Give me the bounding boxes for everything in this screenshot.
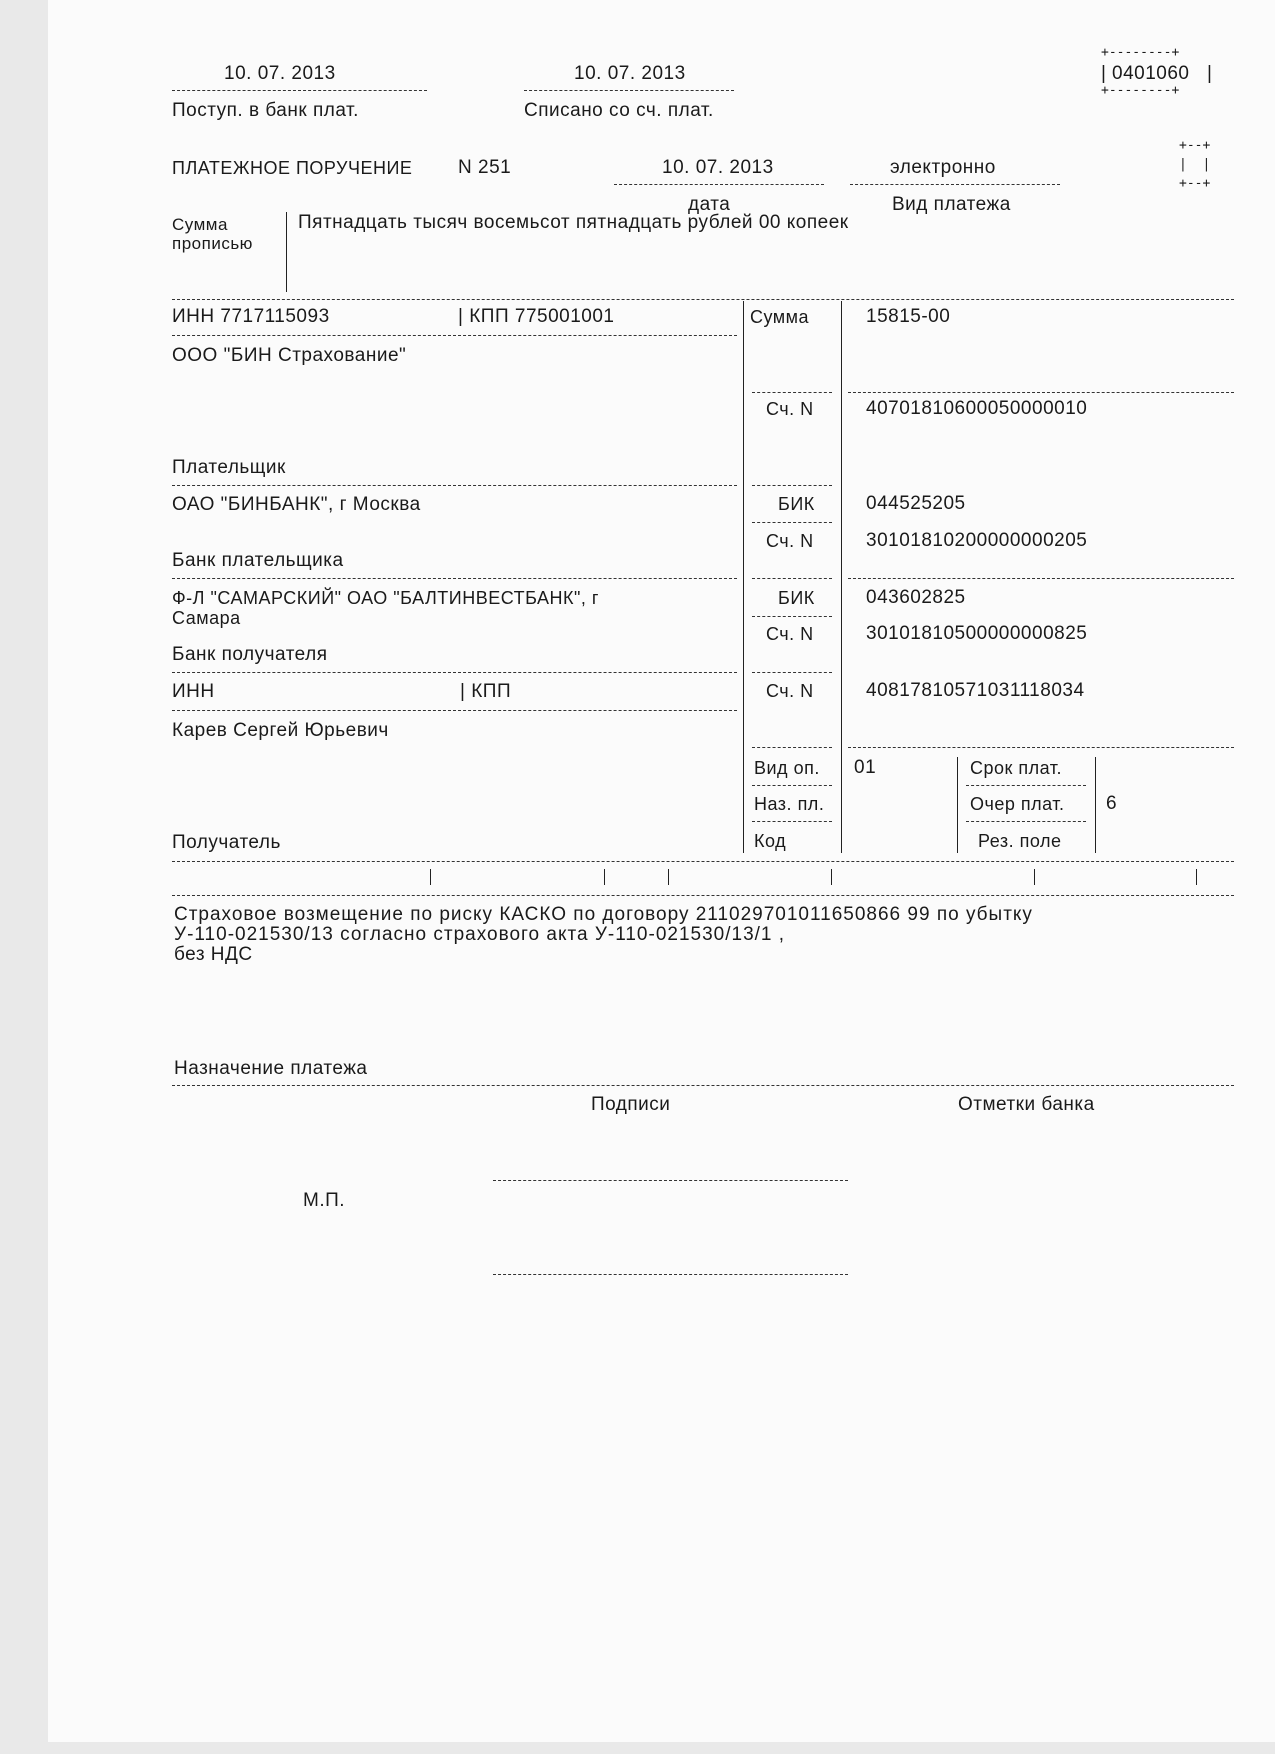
payment-order-sheet xyxy=(48,0,1275,1742)
order-date: 10. 07. 2013 xyxy=(662,157,774,178)
status-box-mid: | | xyxy=(1179,157,1211,172)
term-line xyxy=(966,785,1086,786)
status-box-top: +--+ xyxy=(1179,138,1211,153)
payer-bank-account-line xyxy=(752,522,832,523)
priority-label: Очер плат. xyxy=(970,794,1065,814)
payer-name: ООО "БИН Страхование" xyxy=(172,345,407,366)
recipient-kpp: | КПП xyxy=(460,681,512,702)
op-type-value: 01 xyxy=(854,757,877,778)
purpose-line-3: без НДС xyxy=(174,944,253,965)
signature-line-2 xyxy=(493,1274,848,1275)
payer-bank-bik: 044525205 xyxy=(866,493,966,514)
tax-row-bottom-line xyxy=(172,895,1234,896)
priority-value: 6 xyxy=(1106,793,1118,814)
op-type-label: Вид оп. xyxy=(754,758,820,778)
tax-field-sep-1 xyxy=(430,869,431,885)
order-date-label: дата xyxy=(688,194,731,215)
sum-label: Сумма xyxy=(750,307,810,327)
recipient-bank-account-label: Сч. N xyxy=(766,624,814,644)
column-divider-main xyxy=(743,301,744,853)
payer-bank-bik-label: БИК xyxy=(778,494,815,514)
payment-type: электронно xyxy=(890,157,996,178)
form-code-bar-right: | xyxy=(1207,63,1213,84)
form-code-bar-left: | xyxy=(1101,63,1107,84)
payer-bank-account-label: Сч. N xyxy=(766,531,814,551)
payer-bank-name: ОАО "БИНБАНК", г Москва xyxy=(172,494,421,515)
sum-value: 15815-00 xyxy=(866,306,951,327)
recipient-bank-account: 30101810500000000825 xyxy=(866,623,1088,644)
payer-account-label: Сч. N xyxy=(766,399,814,419)
signatures-label: Подписи xyxy=(591,1094,671,1115)
recipient-account-label: Сч. N xyxy=(766,681,814,701)
recipient-bank-divider xyxy=(172,672,737,673)
received-date: 10. 07. 2013 xyxy=(224,63,336,84)
payer-account-value-line xyxy=(848,392,1234,393)
amount-words-divider xyxy=(286,212,287,292)
status-box-bottom: +--+ xyxy=(1179,176,1211,191)
tax-field-sep-5 xyxy=(1034,869,1035,885)
payment-type-line xyxy=(850,184,1060,185)
tax-field-sep-4 xyxy=(831,869,832,885)
debited-date-line xyxy=(524,90,734,91)
codes-divider-left xyxy=(957,757,958,853)
payer-account: 40701810600050000010 xyxy=(866,398,1088,419)
purpose-type-line xyxy=(752,821,832,822)
purpose-label: Назначение платежа xyxy=(174,1058,368,1079)
order-number: N 251 xyxy=(458,157,512,178)
priority-line xyxy=(966,821,1086,822)
payer-account-label-line xyxy=(752,392,832,393)
received-date-line xyxy=(172,90,427,91)
order-date-line xyxy=(614,184,824,185)
form-code-frame-bottom: +--------+ xyxy=(1101,83,1180,98)
bank-marks-label: Отметки банка xyxy=(958,1094,1095,1115)
codes-divider-right xyxy=(1095,757,1096,853)
payment-type-label: Вид платежа xyxy=(892,194,1011,215)
payer-bank-divider xyxy=(172,578,737,579)
code-label: Код xyxy=(754,831,787,851)
payer-inn: ИНН 7717115093 xyxy=(172,306,330,327)
recipient-bank-bik-line xyxy=(752,578,832,579)
tax-field-sep-3 xyxy=(668,869,669,885)
payer-kpp: | КПП 775001001 xyxy=(458,306,615,327)
section-divider-amount xyxy=(172,299,1234,300)
tax-field-sep-2 xyxy=(604,869,605,885)
payer-inn-line xyxy=(172,335,737,336)
recipient-account: 40817810571031118034 xyxy=(866,680,1085,701)
column-divider-values xyxy=(841,301,842,853)
amount-words-value: Пятнадцать тысяч восемьсот пятнадцать рублей 00 копеек xyxy=(298,212,849,233)
stamp-label: М.П. xyxy=(303,1190,346,1211)
purpose-line-1: Страховое возмещение по риску КАСКО по договору 211029701011650866 99 по убытку xyxy=(174,904,1033,925)
recipient-label: Получатель xyxy=(172,832,281,853)
debited-label: Списано со сч. плат. xyxy=(524,100,714,121)
codes-top-line-right xyxy=(848,747,1234,748)
payer-label: Плательщик xyxy=(172,457,286,478)
document-title: ПЛАТЕЖНОЕ ПОРУЧЕНИЕ xyxy=(172,158,413,178)
recipient-inn: ИНН xyxy=(172,681,215,702)
op-type-line xyxy=(752,785,832,786)
recipient-bank-name-1: Ф-Л "САМАРСКИЙ" ОАО "БАЛТИНВЕСТБАНК", г xyxy=(172,588,599,608)
purpose-type-label: Наз. пл. xyxy=(754,794,825,814)
payer-bank-label: Банк плательщика xyxy=(172,550,344,571)
payer-bank-account: 30101810200000000205 xyxy=(866,530,1088,551)
codes-top-line-left xyxy=(752,747,832,748)
amount-words-label-1: Сумма xyxy=(172,215,228,234)
tax-field-sep-6 xyxy=(1196,869,1197,885)
amount-words-label-2: прописью xyxy=(172,234,253,253)
form-code: 0401060 xyxy=(1112,63,1190,84)
recipient-bank-name-2: Самара xyxy=(172,608,241,628)
recipient-bank-bik-label: БИК xyxy=(778,588,815,608)
recipient-bank-account-line xyxy=(752,616,832,617)
tax-row-top-line xyxy=(172,861,1234,862)
recipient-inn-line xyxy=(172,710,737,711)
received-label: Поступ. в банк плат. xyxy=(172,100,359,121)
recipient-bank-value-line xyxy=(848,578,1234,579)
purpose-line-2: У-110-021530/13 согласно страхового акта У-110-021530/13/1 , xyxy=(174,924,786,945)
recipient-bank-label: Банк получателя xyxy=(172,644,328,665)
term-label: Срок плат. xyxy=(970,758,1063,778)
recipient-name: Карев Сергей Юрьевич xyxy=(172,720,389,741)
payer-divider xyxy=(172,485,737,486)
purpose-divider xyxy=(172,1085,1234,1086)
recipient-bank-bik: 043602825 xyxy=(866,587,966,608)
reserve-label: Рез. поле xyxy=(978,831,1062,851)
signature-line-1 xyxy=(493,1180,848,1181)
recipient-account-line xyxy=(752,672,832,673)
debited-date: 10. 07. 2013 xyxy=(574,63,686,84)
payer-bank-bik-line xyxy=(752,485,832,486)
form-code-frame-top: +--------+ xyxy=(1101,45,1180,60)
